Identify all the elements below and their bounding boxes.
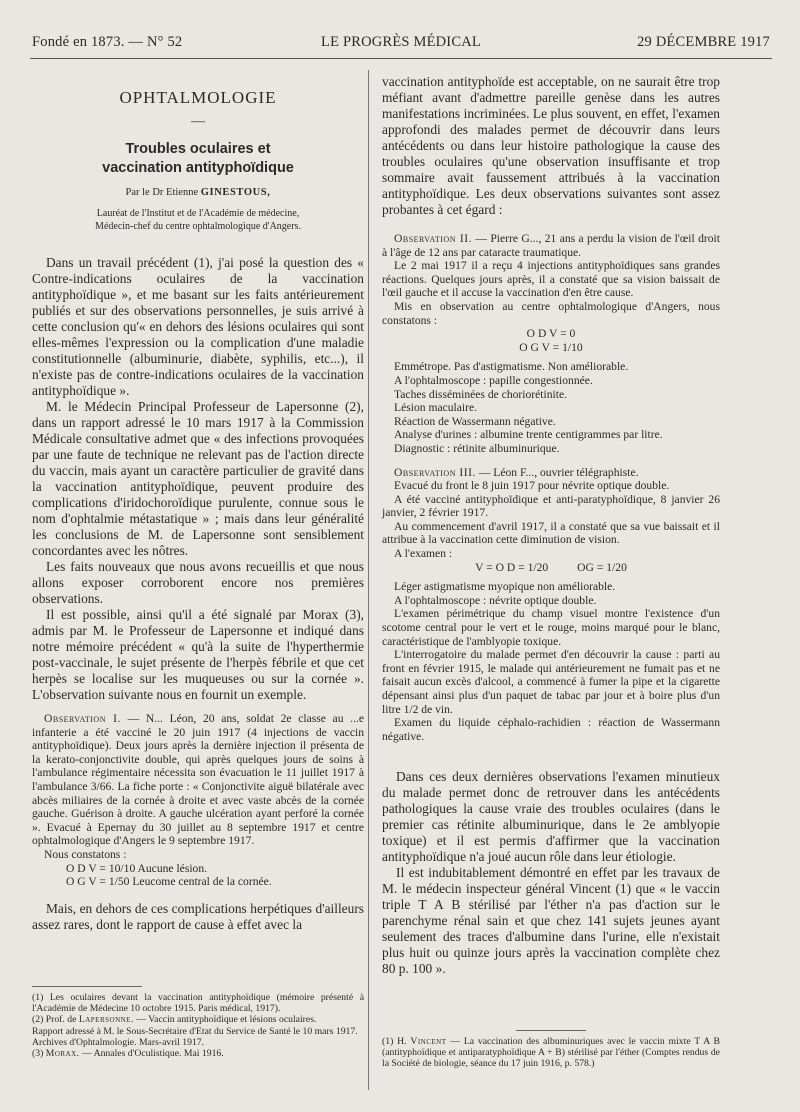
section-dash: — (191, 114, 205, 129)
observation-2-line2: A l'ophtalmoscope : papille congestionnée. (394, 373, 593, 387)
footnotes-left (32, 986, 364, 1059)
observation-3-label: Observation III. (394, 465, 476, 479)
observation-2-od: O D V = 0 (526, 327, 576, 341)
paragraph-morax: Il est possible, ainsi qu'il a été signalé par Morax (3), admis par M. le Professeur de Lapersonne et indiqué dans notre mémoire précédent « qu'à la suite de l'hyperthermie post-vaccinale, le sujet présente de l'herpès fébrile et que cet herpès se localise sur les muqueuses ou sur la cornée ». L'observation suivante nous en fournit un exemple. (32, 607, 364, 702)
observation-2-line3: Taches disséminées de choriorétinite. (394, 387, 568, 401)
observation-2-body: — Pierre G..., 21 ans a perdu la vision de l'œil droit à l'âge de 12 ans par cataracte traumatique. (382, 232, 720, 259)
paragraph-herpetic: Mais, en dehors de ces complications herpétiques d'ailleurs assez rares, dont le rapport de cause à effet avec la (32, 900, 364, 932)
author-affiliation (32, 207, 364, 233)
observation-3-line2: A l'ophtalmoscope : névrite optique double. (394, 593, 597, 607)
paragraph-conclusion: Dans ces deux dernières observations l'examen minutieux du malade permet donc de retrouver dans les antécédents pathologiques la cause vraie des troubles oculaires (dans le premier cas rétinite albuminurique, dans le 2e amblyopie toxique) et il est permis d'affirmer que la vaccination antityphoïdique n'a joué aucun rôle dans leur étiologie. (382, 769, 720, 865)
footnote-2-text: — Vaccin antityphoïdique et lésions oculaires. (133, 1014, 317, 1026)
observation-3-evacuation: Evacué du front le 8 juin 1917 pour névrite optique double. (394, 479, 670, 493)
article-title-line1: Troubles oculaires et (125, 141, 271, 157)
observation-3-vaccination: A été vacciné antityphoïdique et anti-paratyphoïdique, 8 janvier 26 janvier, 2 février 1917. (382, 492, 720, 520)
observation-3-interrogation: L'interrogatoire du malade permet d'en découvrir la cause : parti au front en février 1915, le malade qui antérieurement ne fumait pas et ne faisait aucun excès d'alcool, a commencé à fumer la pipe et la cigarette dépensant ainsi plus d'un paquet de tabac par jour et à boire plus d'un litre 1/2 de vin. (382, 648, 720, 716)
observation-2-label: Observation II. (394, 232, 472, 245)
observation-2-constats: Mis en observation au centre ophtalmologique d'Angers, nous constatons : (382, 299, 720, 327)
observation-2-og: O G V = 1/10 (519, 340, 583, 354)
column-divider (368, 70, 369, 1090)
observation-1-og: O G V = 1/50 Leucome central de la cornée. (66, 875, 272, 889)
header-date: 29 DÉCEMBRE 1917 (637, 34, 770, 50)
footnote-rule (32, 986, 142, 987)
observation-2 (382, 232, 720, 456)
observation-2-line6: Analyse d'urines : albumine trente centigrammes par litre. (394, 428, 663, 442)
footnotes-right (382, 1030, 720, 1070)
observation-2-text (382, 232, 720, 259)
footnote-2b: Rapport adressé à M. le Sous-Secrétaire d'Etat du Service de Santé le 10 mars 1917. (32, 1025, 358, 1037)
paragraph-vincent: Il est indubitablement démontré en effet par les travaux de M. le médecin inspecteur général Vincent (1) que « le vaccin triple T A B stérilisé par l'éther n'a pas d'action sur le parenchyme rénal sain et que chez 141 sujets jeunes ayant seulement des traces d'albumine dans l'urine, elle n'existait plus huit ou quinze jours après la vaccination complète chez 80 p. 100 ». (382, 865, 720, 977)
footnote-vincent-prefix: (1) H. (382, 1036, 411, 1047)
footnote-1: (1) Les oculaires devant la vaccination antityphoïdique (mémoire présenté à l'Académie de Médecine 10 octobre 1915. Paris médical, 1917). (32, 992, 364, 1015)
header-founded: Fondé en 1873. — N° 52 (32, 34, 183, 50)
observation-2-injections: Le 2 mai 1917 il a reçu 4 injections antityphoïdiques sans grandes réactions. Quelques jours après, il a constaté que sa vision baissait de l'œil gauche et il accuse la vaccination d'en être cause. (382, 259, 720, 300)
observation-3 (382, 466, 720, 744)
affiliation-line2: Médecin-chef du centre ophtalmologique d'Angers. (95, 221, 301, 232)
paragraph-lapersonne: M. le Médecin Principal Professeur de Lapersonne (2), dans un rapport adressé le 10 mars 1917 à la Commission Médicale consultative admet que « des infections provoquées par une faute de technique ne relevant pas de l'action directe du vaccin, mais ayant un caractère particulier de gravité dans la vaccination antityphoïdique, peuvent produire des complications d'iridochoroïdique purulente, connue sous le nom d'ophtalmie métastatique » ; mais dans leur généralité les conclusions de M. de Lapersonne sont sensiblement concordantes avec les nôtres. (32, 399, 364, 558)
observation-1 (32, 712, 364, 889)
article-body-right (382, 74, 720, 218)
left-column (32, 74, 364, 933)
header-rule (30, 58, 772, 59)
footnote-vincent-text: — La vaccination des albuminuriques avec le vaccin mixte T A B (antityphoïdique et antiparatyphoïdique A + B) stérilisé par l'éther (Comptes rendus de la Société de biologie, séance du 17 juin 1916, p. 578.) (382, 1036, 721, 1070)
observation-3-csf: Examen du liquide céphalo-rachidien : réaction de Wassermann négative. (382, 716, 720, 743)
observation-1-constats: Nous constatons : (44, 847, 127, 861)
observation-1-od: O D V = 10/10 Aucune lésion. (66, 861, 208, 875)
observation-3-body: — Léon F..., ouvrier télégraphiste. (475, 465, 639, 479)
footnote-3-author: Morax. (45, 1048, 80, 1060)
footnote-vincent (382, 1036, 720, 1070)
observation-3-onset: Au commencement d'avril 1917, il a constaté que sa vue baissait et il attribue à la vaccination cette diminution de vision. (382, 519, 720, 547)
header-journal-title: LE PROGRÈS MÉDICAL (321, 34, 481, 50)
paragraph-continuation: vaccination antityphoïde est acceptable, on ne saurait être trop méfiant avant d'admettre pareille genèse dans les autres manifestations incriminées. Le plus souvent, en effet, l'examen approfondi des malades permet de découvrir dans leurs antécédents ou dans leur histoire pathologique la cause des troubles oculaires qu'une observation insuffisante et trop sommaire avait faussement attribués à la vaccination antityphoïdique. Les deux observations suivantes sont assez probantes à cet égard : (382, 74, 720, 217)
observation-2-line1: Emmétrope. Pas d'astigmatisme. Non améliorable. (394, 360, 629, 374)
article-title (32, 140, 364, 178)
paragraph-new-facts: Les faits nouveaux que nous avons recueillis et que nous allons exposer corroborent encore nos premières observations. (32, 559, 364, 606)
footnote-2c: Archives d'Ophtalmologie. Mars-avril 1917. (32, 1036, 205, 1048)
observation-1-label: Observation I. (44, 712, 121, 725)
paragraph-intro: Dans un travail précédent (1), j'ai posé la question des « Contre-indications oculaires de la vaccination antityphoïdique », et me basant sur les faits antérieurement publiés et sur des observations personnelles, je suis arrivé à cette conclusion qu'« en dehors des lésions oculaires qui sont elles-mêmes l'expression ou la complication d'une maladie constitutionnelle (albuminurie, diabète, syphilis, etc...), il n'existe pas de contre-indications oculaires de la vaccination antityphoïdique ». (32, 255, 364, 398)
footnote-3 (32, 1048, 364, 1059)
observation-1-text (32, 712, 364, 848)
footnote-3-text: — Annales d'Oculistique. Mai 1916. (79, 1048, 224, 1060)
footnote-2 (32, 1014, 364, 1025)
article-body-right-end (382, 769, 720, 977)
affiliation-line1: Lauréat de l'Institut et de l'Académie de médecine, (96, 208, 300, 219)
observation-3-acuity: V = O D = 1/20 OG = 1/20 (475, 560, 627, 574)
observation-3-exam: A l'examen : (394, 547, 453, 561)
footnote-rule-right (516, 1030, 586, 1031)
article-body-left (32, 255, 364, 703)
observation-1-body: — N... Léon, 20 ans, soldat 2e classe au ...e infanterie a été vacciné le 20 juin 1917 (4 injections de vaccin antityphoïdique). Deux jours après la dernière injection il présenta de la kerato-conjonctivite double, qui après quelques jours de soins à l'ambulance régimentaire nécessita son évacuation le 11 juillet 1917 à l'ambulance 3/66. La fiche porte : « Conjonctivite aiguë bilatérale avec abcès miliaires de la cornée à droite et avec vaste abcès de la cornée gauche. Guérison à droite. A gauche ulcération ayant perforé la cornée ». Evacué à Epernay du 30 juillet au 8 septembre 1917 et centre ophtalmologique d'Angers le 9 septembre 1917. (32, 712, 365, 848)
running-header (32, 34, 770, 54)
article-body-left-end (32, 901, 364, 933)
article-title-line2: vaccination antityphoïdique (102, 160, 294, 176)
observation-3-line1: Léger astigmatisme myopique non améliorable. (394, 580, 616, 594)
author-byline (32, 187, 364, 198)
section-title: OPHTALMOLOGIE (119, 88, 277, 107)
right-column (382, 74, 720, 977)
observation-2-line7: Diagnostic : rétinite albuminurique. (394, 441, 560, 455)
footnote-2-author: Lapersonne. (78, 1014, 134, 1026)
byline-prefix: Par le Dr Etienne (125, 187, 201, 198)
footnote-2-prefix: (2) Prof. de (32, 1014, 79, 1026)
observation-3-perimetry: L'examen périmétrique du champ visuel montre l'existence d'un scotome central pour le vert et le rouge, moins marqué pour le blanc, caractéristique de l'amblyopie toxique. (382, 607, 720, 648)
observation-2-line5: Réaction de Wassermann négative. (394, 414, 556, 428)
observation-3-text (382, 466, 720, 480)
observation-2-line4: Lésion maculaire. (394, 401, 478, 415)
author-name: GINESTOUS, (200, 187, 271, 198)
footnote-vincent-author: Vincent (410, 1036, 447, 1047)
footnote-3-prefix: (3) (32, 1048, 46, 1060)
